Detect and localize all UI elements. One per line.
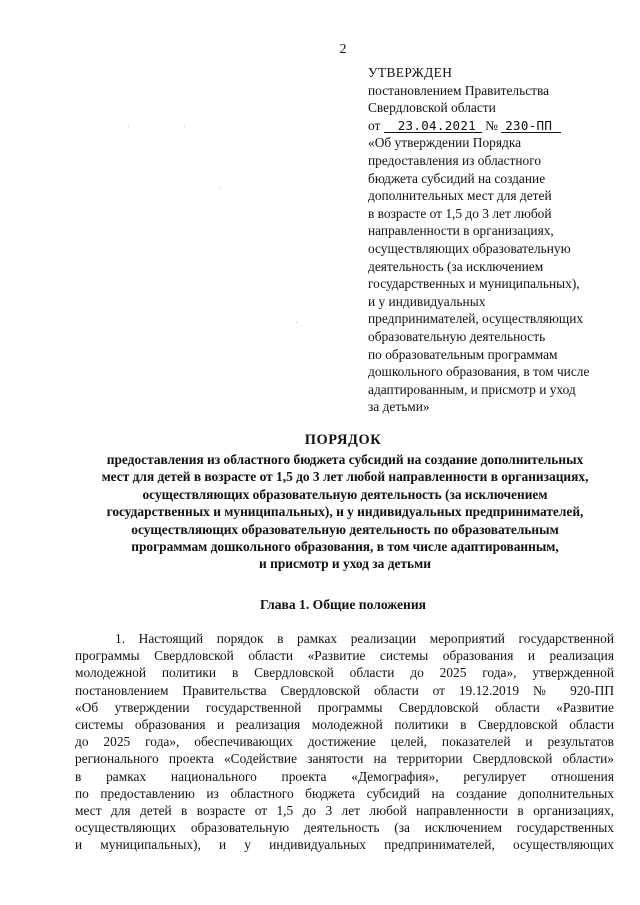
approval-text-line: осуществляющих образовательную	[368, 240, 571, 256]
approval-text-line: и у индивидуальных	[368, 293, 486, 309]
approval-date-line	[368, 117, 630, 135]
paragraph-line: системы образования и реализация молодежной политики в Свердловской области	[75, 717, 614, 733]
order-subtitle-line: осуществляющих образовательную деятельность (за исключением	[142, 486, 548, 502]
order-subtitle-line: и присмотр и уход за детьми	[259, 556, 431, 572]
scan-speck	[128, 126, 129, 127]
paragraph-line: осуществляющих образовательную деятельность (за исключением государственных	[75, 820, 614, 836]
approval-text-line: дополнительных мест для детей	[368, 188, 552, 204]
approval-text-line: предпринимателей, осуществляющих	[368, 311, 584, 327]
approval-line-2: Свердловской области	[368, 100, 496, 116]
scan-speck	[296, 322, 297, 323]
approval-line-1: постановлением Правительства	[368, 82, 550, 98]
order-subtitle	[75, 451, 615, 573]
approval-text-line: дошкольного образования, в том числе	[368, 364, 590, 380]
scan-speck	[220, 188, 221, 189]
order-subtitle-line: мест для детей в возрасте от 1,5 до 3 лет любой направленности в организациях,	[101, 469, 589, 485]
paragraph-line: программы Свердловской области «Развитие системы образования и реализация	[75, 648, 614, 664]
paragraph-line: молодежной политики в Свердловской области до 2025 года», утвержденной	[75, 665, 614, 681]
order-subtitle-line: предоставления из областного бюджета субсидий на создание дополнительных	[106, 452, 584, 467]
approval-text-line: адаптированным, и присмотр и уход	[368, 381, 576, 397]
paragraph-line: и муниципальных), и у индивидуальных предпринимателей, осуществляющих	[75, 837, 614, 853]
order-subtitle-line: государственных и муниципальных), и у индивидуальных предпринимателей,	[106, 504, 584, 520]
approval-text-line: предоставления из областного	[368, 152, 542, 168]
chapter-title: Глава 1. Общие положения	[259, 597, 427, 612]
approval-block	[368, 64, 630, 416]
approval-text-line: в возрасте от 1,5 до 3 лет любой	[368, 205, 552, 221]
approval-text-line: направленности в организациях,	[368, 223, 554, 239]
paragraph-line: 1. Настоящий порядок в рамках реализации мероприятий государственной	[115, 631, 614, 646]
handwritten-date: 23.04.2021	[384, 119, 482, 133]
approval-text-line: бюджета субсидий на создание	[368, 170, 546, 186]
order-subtitle-line: осуществляющих образовательную деятельность по образовательным	[131, 521, 559, 537]
handwritten-number: 230-ПП	[501, 119, 561, 133]
paragraph-line: постановлением Правительства Свердловской области от 19.12.2019 № 920-ПП	[75, 682, 614, 698]
scan-speck	[184, 126, 185, 127]
approved-heading: УТВЕРЖДЕН	[368, 65, 453, 80]
date-prefix: от	[368, 117, 381, 133]
number-sign: №	[485, 117, 498, 133]
paragraph-1	[75, 630, 614, 854]
paragraph-line: мест для детей в возрасте от 1,5 до 3 лет любой направленности в организациях,	[75, 803, 614, 819]
paragraph-line: в рамках национального проекта «Демография», регулирует отношения	[75, 768, 614, 784]
approval-text-line: деятельность (за исключением	[368, 258, 544, 274]
order-title: ПОРЯДОК	[304, 432, 382, 448]
approval-text-line: за детьми»	[368, 399, 430, 415]
paragraph-line: по предоставлению из областного бюджета субсидий на создание дополнительных	[75, 785, 614, 801]
approval-text-line: по образовательным программам	[368, 346, 558, 362]
page-number: 2	[339, 42, 347, 57]
paragraph-line: регионального проекта «Содействие занятости на территории Свердловской области»	[75, 751, 614, 767]
approval-text-line: «Об утверждении Порядка	[368, 135, 522, 151]
order-subtitle-line: программам дошкольного образования, в том числе адаптированным,	[131, 539, 559, 555]
approval-text-line: государственных и муниципальных),	[368, 276, 580, 292]
paragraph-line: «Об утверждении государственной программы Свердловской области «Развитие	[75, 699, 614, 715]
paragraph-line: до 2025 года», обеспечивающих достижение целей, показателей и результатов	[75, 734, 614, 750]
approval-text-line: образовательную деятельность	[368, 328, 546, 344]
